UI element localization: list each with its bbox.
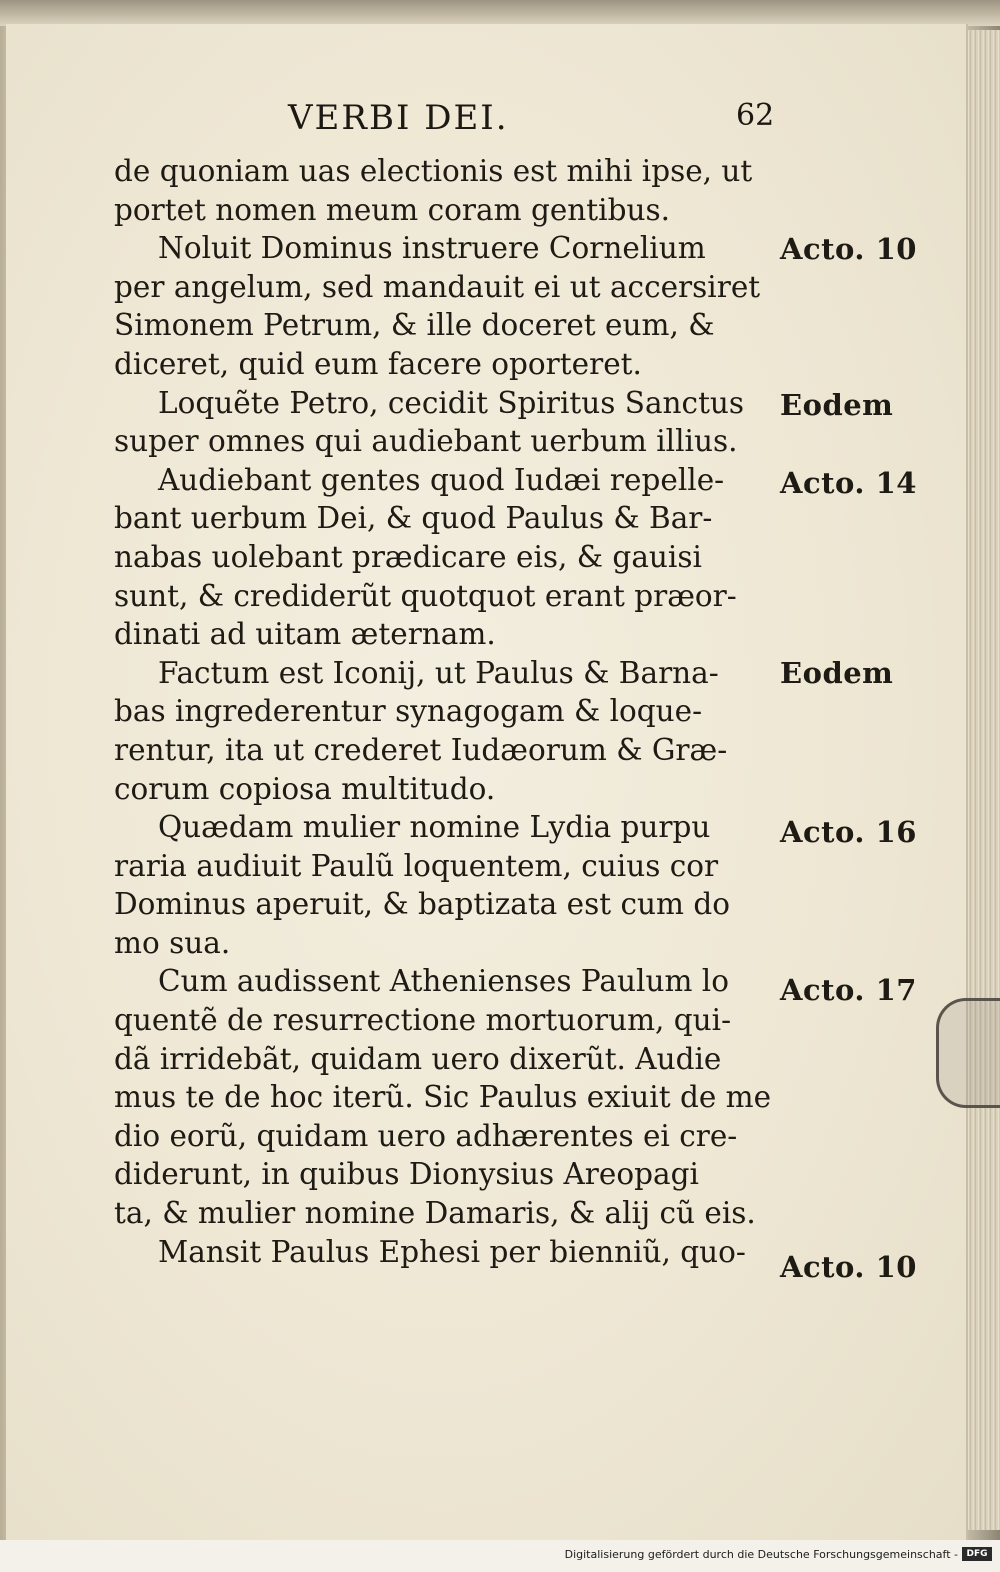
text-line: mo sua.: [114, 925, 231, 960]
book-top-edge: [0, 0, 1000, 26]
marginal-note: Acto. 16: [780, 815, 917, 849]
text-line: Noluit Dominus instruere Cornelium: [158, 231, 706, 266]
marginal-note: Acto. 10: [780, 1250, 917, 1284]
text-line: nabas uolebant prædicare eis, & gauisi: [114, 539, 702, 574]
text-line: per angelum, sed mandauit ei ut accersiret: [114, 269, 761, 304]
dfg-logo: DFG: [962, 1547, 992, 1561]
text-line: diceret, quid eum facere oporteret.: [114, 346, 642, 381]
digitization-credit: Digitalisierung gefördert durch die Deutsche Forschungsgemeinschaft -: [564, 1548, 958, 1561]
text-line: dio eorũ, quidam uero adhærentes ei cre-: [114, 1118, 738, 1153]
text-line: bas ingrederentur synagogam & loque-: [114, 694, 703, 729]
text-line: portet nomen meum coram gentibus.: [114, 192, 670, 227]
text-line: Audiebant gentes quod Iudæi repelle-: [158, 462, 725, 497]
marginal-note: Acto. 10: [780, 232, 917, 266]
text-line: dinati ad uitam æternam.: [114, 617, 496, 652]
text-line: diderunt, in quibus Dionysius Areopagi: [114, 1157, 699, 1192]
text-line: raria audiuit Paulũ loquentem, cuius cor: [114, 848, 719, 883]
text-line: quentẽ de resurrectione mortuorum, qui-: [114, 1003, 732, 1038]
text-line: Cum audissent Athenienses Paulum lo: [158, 964, 729, 999]
text-line: super omnes qui audiebant uerbum illius.: [114, 424, 738, 459]
text-line: Mansit Paulus Ephesi per bienniũ, quo-: [158, 1234, 746, 1269]
text-line: Factum est Iconij, ut Paulus & Barna-: [158, 655, 719, 690]
text-line: dã irridebãt, quidam uero dixerũt. Audie: [114, 1041, 722, 1076]
marginal-note: Eodem: [780, 656, 894, 690]
text-line: Quædam mulier nomine Lydia purpu: [158, 810, 711, 845]
text-line: Simonem Petrum, & ille doceret eum, &: [114, 308, 715, 343]
marginal-note: Eodem: [780, 388, 894, 422]
text-line: bant uerbum Dei, & quod Paulus & Bar-: [114, 501, 713, 536]
text-line: sunt, & crediderũt quotquot erant præor-: [114, 578, 737, 613]
text-line: mus te de hoc iterũ. Sic Paulus exiuit de me: [114, 1080, 772, 1115]
marginal-note: Acto. 14: [780, 466, 917, 500]
marginal-note: Acto. 17: [780, 973, 917, 1007]
text-line: rentur, ita ut crederet Iudæorum & Græ-: [114, 732, 728, 767]
body-text: [114, 152, 774, 1271]
page-number: 62: [736, 98, 775, 133]
text-line: corum copiosa multitudo.: [114, 771, 496, 806]
text-line: Dominus aperuit, & baptizata est cum do: [114, 887, 730, 922]
text-line: de quoniam uas electionis est mihi ipse, ut: [114, 154, 753, 188]
text-line: Loquẽte Petro, cecidit Spiritus Sanctus: [158, 385, 745, 420]
text-line: ta, & mulier nomine Damaris, & alij cũ eis.: [114, 1196, 756, 1231]
page-clip: [936, 998, 1000, 1108]
page-header: [160, 98, 800, 142]
running-head: VERBI DEI.: [288, 98, 509, 138]
